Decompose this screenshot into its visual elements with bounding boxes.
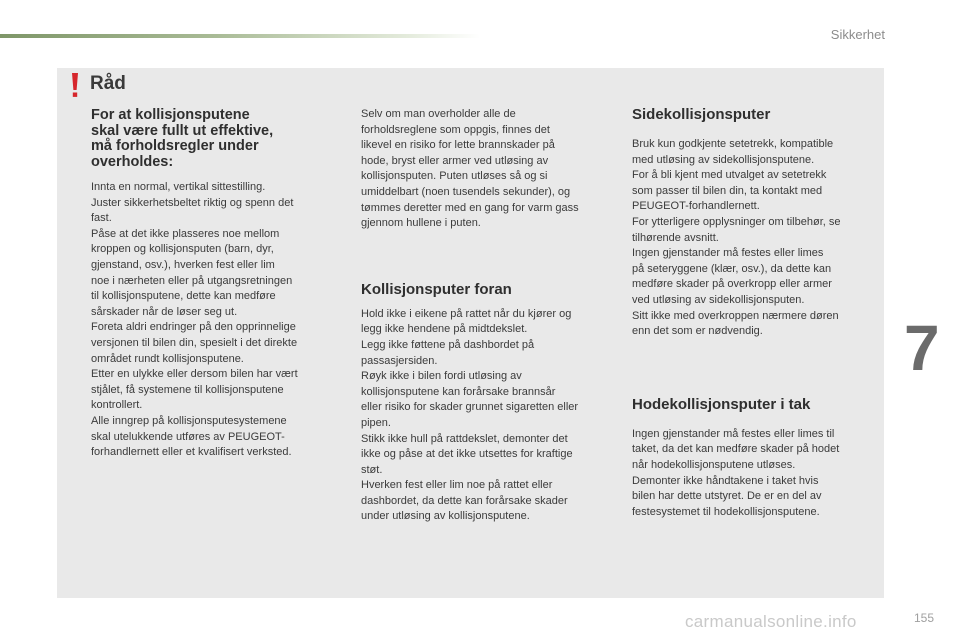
column-front-airbags	[361, 107, 611, 525]
exclamation-icon	[70, 72, 80, 98]
risk-intro-text: Selv om man overholder alle de forholdsreglene som oppgis, finnes det likevel en risiko for lette brannskader på hode, bryst eller armer ved utløsing av kollisjonsputen. Puten utløses så og si umiddelbart (noen tusendels sekunder), og tømmes deretter med en gang for varm gass gjennom hullene i puten.	[361, 108, 579, 230]
curtain-airbags-text: Ingen gjenstander må festes eller limes til taket, da det kan medføre skader på hodet når hodekollisjonsputene utløses. Demonter ikke håndtakene i taket hvis bilen har dette utstyret. De er en del av festesystemet til hodekollisjonsputene.	[632, 427, 840, 518]
section-title: Sikkerhet	[830, 27, 885, 42]
watermark: carmanualsonline.info	[685, 612, 857, 631]
curtain-airbags-heading: Hodekollisjonsputer i tak	[632, 395, 811, 413]
column-precautions	[91, 108, 331, 461]
side-airbags-heading: Sidekollisjonsputer	[632, 106, 771, 123]
precautions-heading: For at kollisjonsputene skal være fullt ut effektive, må forholdsregler under overholdes:	[91, 107, 274, 170]
front-airbags-heading: Kollisjonsputer foran	[361, 280, 512, 298]
side-airbags-text: Bruk kun godkjente setetrekk, kompatible med utløsing av sidekollisjonsputene. For å bli kjent med utvalget av setetrekk som passer til bilen din, ta kontakt med PEUGEOT-forhandlernett. For ytterligere opplysninger om tilbehør, se tilhørende avsnitt. Ingen gjenstander må festes eller limes på seteryggene (klær, osv.), da dette kan medføre skader på overkropp eller armer ved utløsing av sidekollisjonsputen. Sitt ikke med overkroppen nærmere døren enn det som er nødvendig.	[632, 138, 841, 338]
page-number: 155	[913, 611, 934, 625]
front-airbags-text: Hold ikke i eikene på rattet når du kjører og legg ikke hendene på midtdekslet. Legg ikke føttene på dashbordet på passasjersiden. Røyk ikke i bilen fordi utløsing av kollisjonsputene kan forårsake brannsår eller risiko for skader grunnet sigaretten eller pipen. Stikk ikke hull på rattdekslet, demonter det ikke og påse at det ikke utsettes for kraftige støt. Hverken fest eller lim noe på rattet eller dashbordet, da dette kan forårsake skader under utløsing av kollisjonsputene.	[361, 307, 579, 523]
chapter-accent-bar	[0, 34, 480, 38]
precautions-text: Innta en normal, vertikal sittestilling. Juster sikkerhetsbeltet riktig og spenn det fast. Påse at det ikke plasseres noe mellom kroppen og kollisjonsputen (barn, dyr, gjenstand, osv.), hverken fest eller lim noe i nærheten eller på utgangsretningen til kollisjonsputene, dette kan medføre sårskader når de løser seg ut. Foreta aldri endringer på den opprinnelige versjonen til bilen din, spesielt i det direkte området rundt kollisjonsputene. Etter en ulykke eller dersom bilen har vært stjålet, få systemene til kollisjonsputene kontrollert. Alle inngrep på kollisjonsputesystemene skal utelukkende utføres av PEUGEOT- forhandlernett eller et kvalifisert verksted.	[91, 181, 298, 459]
panel-title: Råd	[90, 73, 126, 94]
column-side-airbags	[632, 107, 872, 520]
chapter-number: 7	[904, 312, 940, 384]
